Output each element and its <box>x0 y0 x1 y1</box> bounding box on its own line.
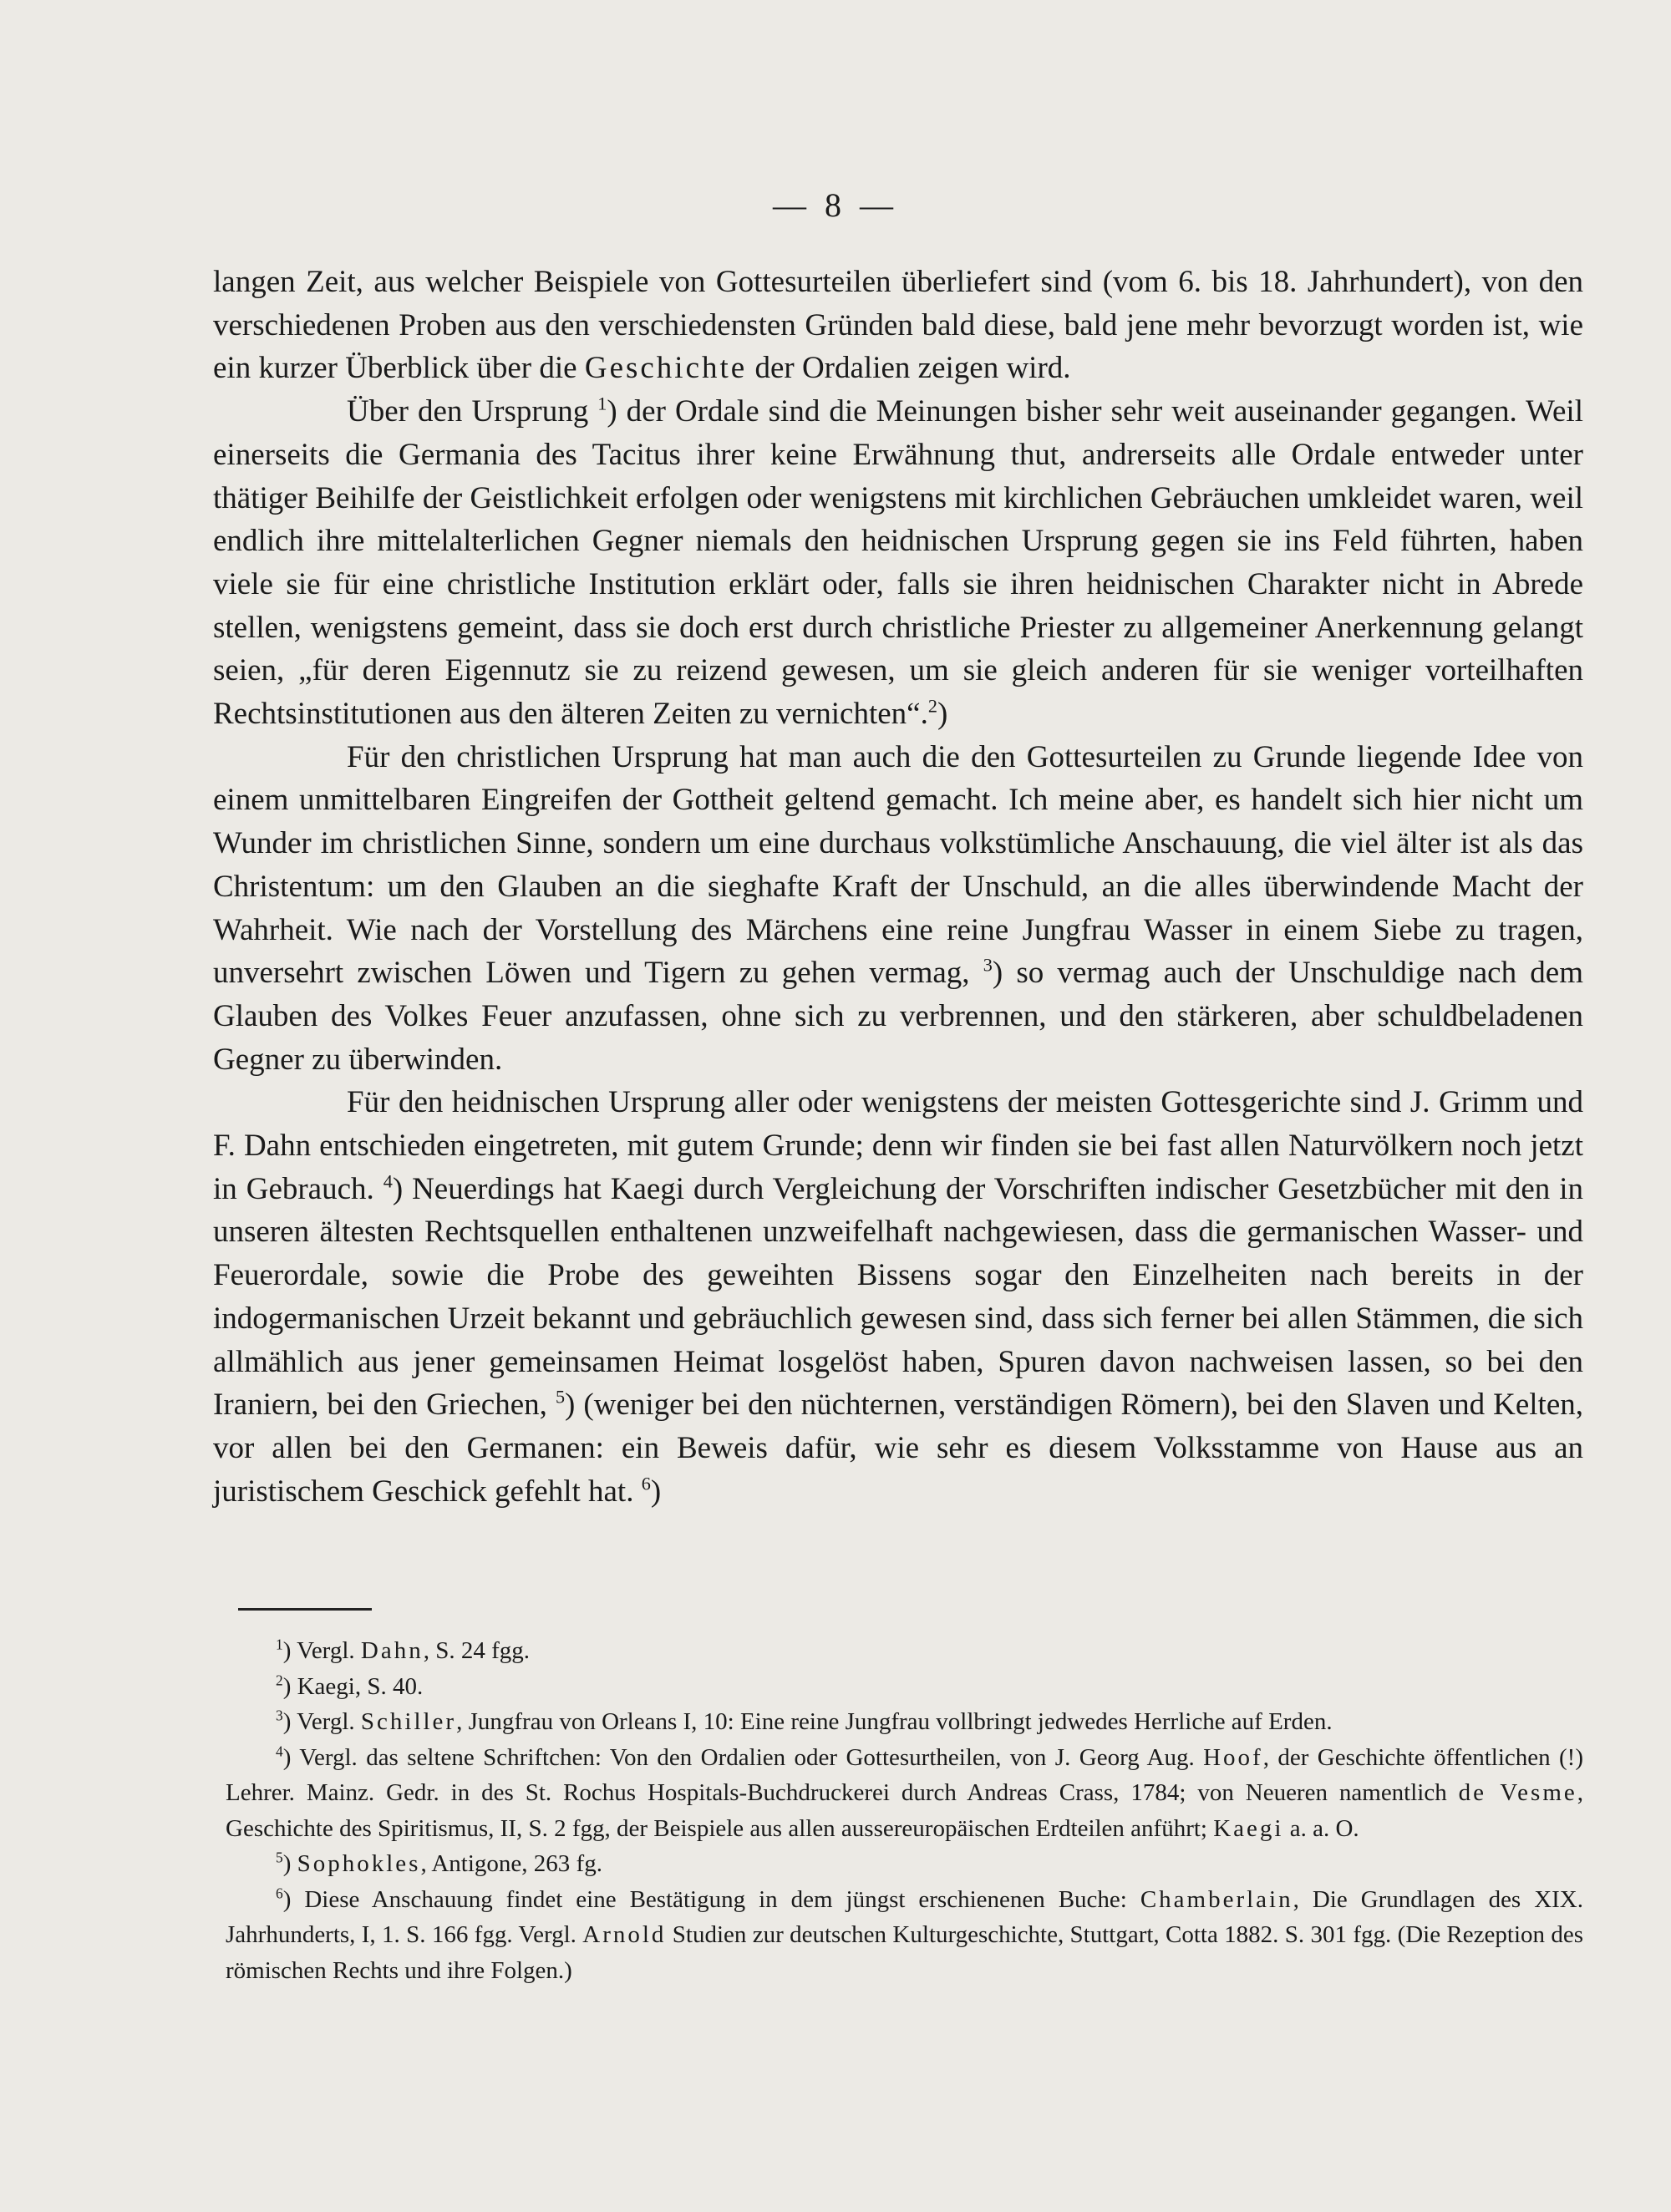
text-run: Für den heidnischen Ursprung aller oder wenigstens der meisten Gottesgerichte sind J. Grimm und F. Dahn entschieden eingetreten, mit gutem Grunde; denn wir finden sie bei fast allen Naturvölkern noch jetzt in Gebrauch. <box>213 1085 1583 1206</box>
emphasized-name: Hoof <box>1203 1743 1263 1771</box>
footnote-marker: 1 <box>276 1636 283 1653</box>
footnote-marker: 6 <box>276 1884 283 1901</box>
text-run: , Geschichte des Spiritismus, II, S. 2 fgg, der Beispiele aus allen aussereuropäischen Erdteilen anführt; <box>226 1779 1583 1842</box>
body-paragraph <box>213 390 1583 736</box>
emphasized-name: Kaegi <box>1213 1814 1284 1842</box>
footnote <box>226 1740 1583 1847</box>
footnote-marker: 2 <box>927 695 937 717</box>
footnote-marker: 6 <box>641 1473 651 1494</box>
text-run: ) Kaegi, S. 40. <box>282 1672 424 1700</box>
footnote-marker: 5 <box>276 1849 283 1866</box>
body-paragraph <box>213 1081 1583 1513</box>
body-paragraph <box>213 736 1583 1082</box>
text-run: ) Vergl. <box>282 1708 361 1735</box>
footnote-marker: 4 <box>276 1742 283 1759</box>
footnote-marker: 1 <box>597 393 607 414</box>
emphasized-name: Sophokles <box>297 1850 421 1877</box>
emphasized-name: de Vesme <box>1458 1779 1577 1806</box>
text-run: , Jungfrau von Orleans I, 10: Eine reine Jungfrau vollbringt jedwedes Herrliche auf Erden. <box>456 1708 1333 1735</box>
footnote <box>226 1633 1583 1669</box>
footnote <box>226 1704 1583 1740</box>
emphasized-name: Chamberlain <box>1140 1885 1293 1913</box>
footnote <box>226 1882 1583 1989</box>
emphasized-name: Dahn <box>360 1637 424 1664</box>
text-run: ) (weniger bei den nüchternen, verständigen Römern), bei den Slaven und Kelten, vor allen bei den Germanen: ein Beweis dafür, wie sehr es diesem Volksstamme von Hause aus an juristischem Geschick gefehlt hat. <box>213 1388 1583 1509</box>
emphasized-name: Schiller <box>360 1708 457 1735</box>
footnote <box>226 1846 1583 1882</box>
text-run: ) Vergl. das seltene Schriftchen: Von den Ordalien oder Gottesurtheilen, von J. Georg Aug. <box>282 1743 1204 1771</box>
text-run: ) Vergl. <box>282 1637 361 1664</box>
text-run: ) der Ordale sind die Meinungen bisher sehr weit auseinander gegangen. Weil einerseits die Germania des Tacitus ihrer keine Erwähnung thut, andrerseits alle Ordale entweder unter thätiger Beihilfe der Geistlichkeit erfolgen oder wenigstens mit kirchlichen Gebräuchen umkleidet waren, weil endlich ihre mittelalterlichen Gegner niemals den heidnischen Ursprung gegen sie ins Feld führten, haben viele sie für eine christliche Institution erklärt oder, falls sie ihren heidnischen Charakter nicht in Abrede stellen, wenigstens gemeint, dass sie doch erst durch christliche Priester zu allgemeiner Anerkennung gelangt seien, „für deren Eigennutz sie zu reizend gewesen, um sie gleich anderen für sie weniger vorteilhaften Rechtsinstitutionen aus den älteren Zeiten zu vernichten“. <box>213 394 1583 732</box>
page-number: — 8 — <box>773 186 898 224</box>
text-run: ) Neuerdings hat Kaegi durch Vergleichung der Vorschriften indischer Gesetzbücher mit den in unseren ältesten Rechtsquellen enthaltenen unzweifelhaft nachgewiesen, dass die germanischen Wasser- und Feuerordale, sowie die Probe des geweihten Bissens sogar den Einzelheiten nach bereits in der indogermanischen Urzeit bekannt und gebräuchlich gewesen sind, dass sich ferner bei allen Stämmen, die sich allmählich aus jener gemeinsamen Heimat losgelöst haben, Spuren davon nachweisen lassen, so bei den Iraniern, bei den Griechen, <box>213 1171 1583 1423</box>
text-run: ) so vermag auch der Unschuldige nach dem Glauben des Volkes Feuer anzufassen, ohne sich zu verbrennen, und den stärkeren, aber schuldbeladenen Gegner zu überwinden. <box>213 956 1583 1077</box>
emphasized-name: Arnold <box>582 1921 667 1948</box>
text-run: a. a. O. <box>1283 1814 1359 1842</box>
footnote-marker: 4 <box>383 1170 393 1192</box>
body-paragraph <box>213 261 1583 390</box>
text-run: Über den Ursprung <box>347 394 598 429</box>
text-run: langen Zeit, aus welcher Beispiele von Gottesurteilen überliefert sind (vom 6. bis 18. Jahrhundert), von den verschiedenen Proben aus den verschiedensten Gründen bald diese, bald jene mehr bevorzugt worden ist, wie ein kurzer Überblick über die <box>213 265 1583 386</box>
text-run: ) <box>937 697 948 732</box>
text-run: ) Diese Anschauung findet eine Bestätigung in dem jüngst erschienenen Buche: <box>282 1885 1140 1913</box>
footnote-marker: 5 <box>555 1386 566 1408</box>
text-run: ) <box>282 1850 297 1877</box>
emphasized-name: Geschichte <box>584 351 748 386</box>
footnotes <box>226 1633 1583 1988</box>
text-run: , Die Grundlagen des XIX. Jahrhunderts, I, 1. S. 166 fgg. Vergl. <box>226 1885 1583 1948</box>
text-run: , Antigone, 263 fg. <box>420 1850 602 1877</box>
footnote-marker: 2 <box>276 1671 283 1688</box>
text-run: Studien zur deutschen Kulturgeschichte, Stuttgart, Cotta 1882. S. 301 fgg. (Die Rezeption des römischen Rechts und ihre Folgen.) <box>226 1921 1583 1984</box>
footnote-divider <box>238 1608 372 1611</box>
text-run: , der Geschichte öffentlichen (!) Lehrer. Mainz. Gedr. in des St. Rochus Hospitals-Buchdruckerei durch Andreas Crass, 1784; von Neueren namentlich <box>226 1743 1583 1806</box>
text-run: , S. 24 fgg. <box>423 1637 531 1664</box>
footnote-marker: 3 <box>983 954 993 976</box>
footnote <box>226 1669 1583 1705</box>
text-run: Für den christlichen Ursprung hat man auch die den Gottesurteilen zu Grunde liegende Idee von einem unmittelbaren Eingreifen der Gottheit geltend gemacht. Ich meine aber, es handelt sich hier nicht um Wunder im christlichen Sinne, sondern um eine durchaus volkstümliche Anschauung, die viel älter ist als das Christentum: um den Glauben an die sieghafte Kraft der Unschuld, an die alles überwindende Macht der Wahrheit. Wie nach der Vorstellung des Märchens eine reine Jungfrau Wasser in einem Siebe zu tragen, unversehrt zwischen Löwen und Tigern zu gehen vermag, <box>213 739 1583 991</box>
text-run: ) <box>650 1474 662 1509</box>
text-run: der Ordalien zeigen wird. <box>747 351 1071 386</box>
main-text <box>213 261 1583 1513</box>
footnote-marker: 3 <box>276 1707 283 1724</box>
